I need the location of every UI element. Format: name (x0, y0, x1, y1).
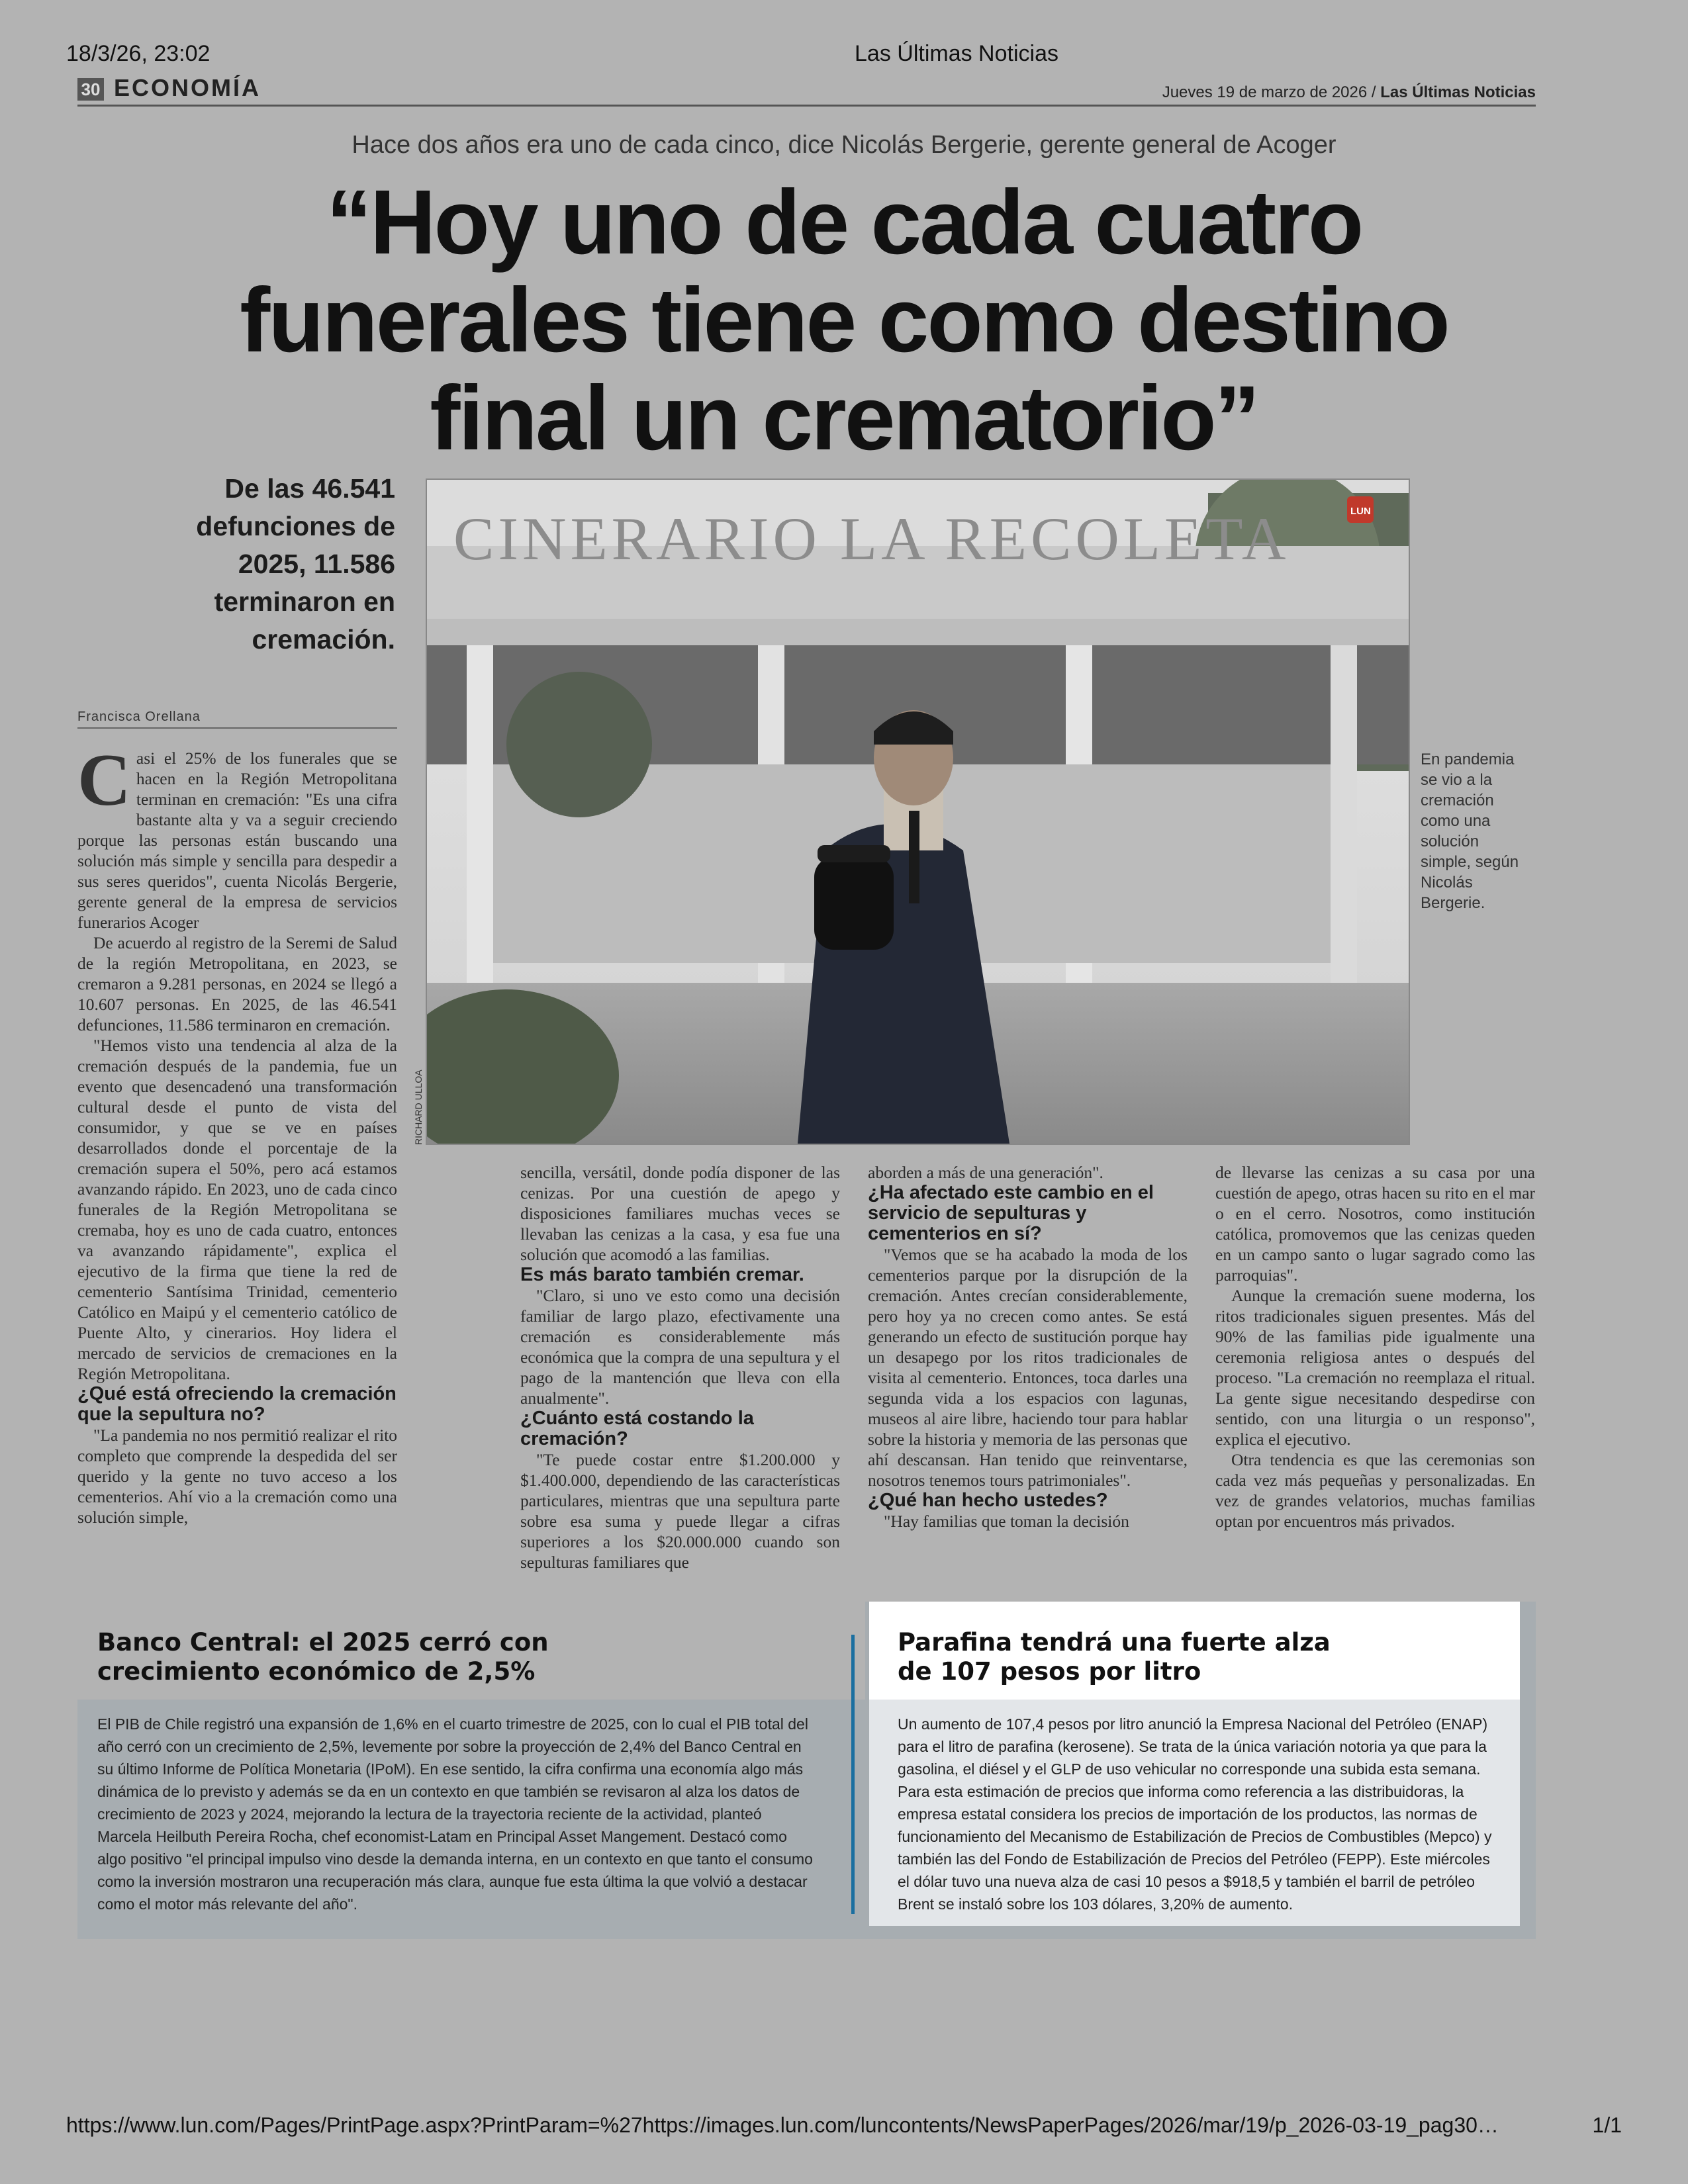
section-name: ECONOMÍA (114, 74, 261, 101)
interview-question: ¿Qué han hecho ustedes? (868, 1490, 1108, 1511)
paragraph: "Vemos que se ha acabado la moda de los cementerios parque por la disrupción de la cremación. Antes crecían considerablemente, pero hoy ya no crecen como antes. Se está generando un efecto de sustitución porque hay un desapego por los ritos tradicionales de visita al cementerio. Entonces, toca darles una segunda vida a los espacios con lagunas, museos al aire libre, haciendo tour para hablar sobre la historia y memoria de las personas que ahí descansan. Han tenido que reinventarse, nosotros tenemos tours patrimoniales". (868, 1245, 1188, 1490)
interview-question: Es más barato también cremar. (520, 1264, 804, 1285)
brief-divider (851, 1635, 855, 1914)
interview-question: ¿Cuánto está costando la cremación? (520, 1408, 754, 1449)
brief-1-text: El PIB de Chile registró una expansión de 1,6% en el cuarto trimestre de 2025, con lo cual el PIB total del año cerró con un crecimiento de 2,5%, levemente por sobre la proyección de 2,4% del Banco Central en su último Informe de Política Monetaria (IPoM). En ese sentido, la cifra confirma una economía algo más dinámica de lo previsto y además se da en un contexto en que también se revisaron al alza los datos de crecimiento de 2023 y 2024, mejorando la lectura de la trayectoria reciente de la actividad, planteó Marcela Heilbuth Pereira Rocha, chef economist-Latam en Principal Asset Mangement. Destacó como algo positivo "el principal impulso vino desde la demanda interna, en un contexto en que tanto el consumo como la inversión mostraron una recuperación más clara, aunque fue esta última la que volvió a destacar como el motor más relevante del año". (97, 1715, 813, 1913)
paragraph: "La pandemia no nos permitió realizar el rito completo que comprende la despedida del ser querido y la gente no tuvo acceso a los cementerios. Ahí vio a la cremación como una solución simple, (77, 1426, 397, 1527)
paragraph: "Te puede costar entre $1.200.000 y $1.400.000, dependiendo de las características particulares, mientras que una sepultura parte sobre esa suma y puede llegar a cifras superiores a los $20.000.000 cuando son sepulturas familiares que (520, 1450, 840, 1572)
print-page-title: Las Últimas Noticias (855, 41, 1058, 66)
article-column-2 (520, 1162, 840, 1572)
newspaper-name: Las Últimas Noticias (1380, 83, 1536, 101)
byline: Francisca Orellana (77, 709, 397, 729)
dropcap: C (77, 739, 131, 821)
dateline (1162, 83, 1536, 102)
article-column-3 (868, 1162, 1188, 1531)
paragraph: Otra tendencia es que las ceremonias son cada vez más pequeñas y personalizadas. En vez de grandes velatorios, muchas familias optan por encuentros más privados. (1215, 1450, 1535, 1531)
photo-credit (408, 1054, 428, 1146)
interview-question: ¿Qué está ofreciendo la cremación que la sepultura no? (77, 1383, 397, 1425)
paragraph: De acuerdo al registro de la Seremi de Salud de la región Metropolitana, en 2023, se cremaron a 9.281 personas, en 2024 se llegó a 10.607 personas. En 2025, de las 46.541 defunciones, 11.586 terminaron en cremación. (77, 933, 397, 1034)
interview-question: ¿Ha afectado este cambio en el servicio de sepulturas y cementerios en sí? (868, 1182, 1154, 1244)
paragraph: asi el 25% de los funerales que se hacen en la Región Metropolitana terminan en cremación: "Es una cifra bastante alta y va a seguir creciendo porque las personas están buscando una solución más simple y sencilla para despedir a sus seres queridos", cuenta Nicolás Bergerie, gerente general de la empresa de servicios funerarios Acoger (77, 749, 397, 932)
print-page-count: 1/1 (1592, 2113, 1622, 2137)
brief-1-title: Banco Central: el 2025 cerró con crecimiento económico de 2,5% (97, 1628, 549, 1686)
paragraph: "Hay familias que toman la decisión (884, 1512, 1129, 1531)
photo-caption: En pandemia se vio a la cremación como una solución simple, según Nicolás Bergerie. (1421, 751, 1519, 912)
dateline-separator: / (1367, 83, 1381, 101)
page-number-badge: 30 (77, 78, 104, 101)
cinerario-sign: CINERARIO LA RECOLETA (453, 505, 1290, 572)
paragraph: Aunque la cremación suene moderna, los ritos tradicionales siguen presentes. Más del 90% de las familias pide igualmente una ceremonia religiosa antes o después del proceso. "La cremación no reemplaza el ritual. La gente sigue necesitando despedirse con sentido, con una liturgia o un responso", explica el ejecutivo. (1215, 1286, 1535, 1449)
paragraph: aborden a más de una generación". (868, 1163, 1103, 1182)
paragraph: "Claro, si uno ve esto como una decisión familiar de largo plazo, efectivamente una cremación es considerablemente más económica que la compra de una sepultura y el pago de la mantención que lleva con ella anualmente". (520, 1286, 840, 1408)
photo-credit-text: RICHARD ULLOA (413, 1069, 424, 1145)
paragraph: sencilla, versátil, donde podía disponer de las cenizas. Por una cuestión de apego y disposiciones familiares muchas veces se llevaban las cenizas a la casa, y esa fue una solución que acomodó a las familias. (520, 1163, 840, 1264)
article-photo (426, 478, 1410, 1145)
brief-2-title: Parafina tendrá una fuerte alza de 107 pesos por litro (898, 1628, 1331, 1686)
brief-2-text: Un aumento de 107,4 pesos por litro anunció la Empresa Nacional del Petróleo (ENAP) para el litro de parafina (kerosene). Se trata de la única variación notoria ya que para la gasolina, el diésel y el GLP de uso vehicular no corresponde una subida esta semana. Para esta estimación de precios que informa como referencia a las distribuidoras, la empresa estatal considera los precios de importación de los productos, las normas de funcionamiento del Mecanismo de Estabilización de Precios de Combustibles (Mepco) y también las del Fondo de Estabilización de Precios del Petróleo (FEPP). Este miércoles el dólar tuvo una nueva alza de casi 10 pesos a $918,5 y también el barril de petróleo Brent se instaló sobre los 103 dólares, 3,20% de aumento. (898, 1715, 1492, 1913)
paragraph: de llevarse las cenizas a su casa por una cuestión de apego, otras hacen su rito en el mar o en el cerro. Nosotros, como institución católica, promovemos que las cenizas queden en un campo santo o lugar sagrado como las parroquias". (1215, 1163, 1535, 1285)
print-url: https://www.lun.com/Pages/PrintPage.aspx?PrintParam=%27https://images.lun.com/luncontents/NewsPaperPages/2026/mar/19/p_2026-03-19_pag30… (66, 2113, 1499, 2137)
print-timestamp: 18/3/26, 23:02 (66, 41, 211, 66)
article-lead: De las 46.541 defunciones de 2025, 11.586 terminaron en cremación. (196, 473, 395, 655)
paragraph: "Hemos visto una tendencia al alza de la cremación después de la pandemia, fue un evento que desencadenó una transformación cultural desde el punto de vista del consumidor, y que se ve en países desarrollados donde el porcentaje de la cremación supera el 50%, pero acá estamos avanzando rápido. En 2023, uno de cada cinco funerales de la Región Metropolitana se cremaba, hoy es uno de cada cuatro, entonces va avanzando rápidamente", explica el ejecutivo de la firma que tiene la red de cementerio Santísima Trinidad, cementerio Católico en Maipú y el cementerio católico de Puente Alto, y cinerarios. Hoy lidera el mercado de servicios de cremaciones en la Región Metropolitana. (77, 1036, 397, 1383)
article-column-1 (77, 739, 397, 1527)
article-kicker: Hace dos años era uno de cada cinco, dice Nicolás Bergerie, gerente general de Acoger (352, 131, 1336, 159)
issue-date: Jueves 19 de marzo de 2026 (1162, 83, 1368, 101)
article-headline: “Hoy uno de cada cuatro funerales tiene como destino final un crematorio” (240, 171, 1448, 469)
article-column-4 (1215, 1162, 1535, 1531)
lun-logo: LUN (1350, 506, 1371, 517)
